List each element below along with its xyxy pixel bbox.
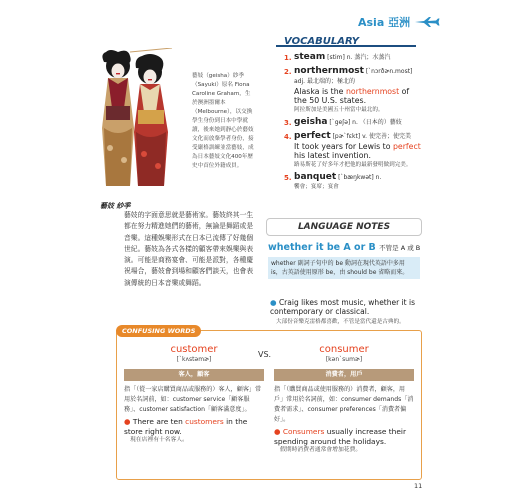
- language-notes-explanation: whether 副詞子句中的 be 動詞在現代英語中多用 is，古英語使用原形 be，由 should be 省略而來。: [268, 257, 420, 279]
- vs-label: VS.: [258, 350, 272, 359]
- vocab-number: 1.: [284, 54, 292, 62]
- vocab-word: perfect: [294, 130, 331, 141]
- confusing-word-left: [124, 344, 264, 444]
- example-translation: 假期時消費者通常會增加花費。: [280, 447, 362, 454]
- confusing-word: customer: [170, 344, 218, 355]
- vocab-entry: [284, 52, 424, 63]
- vocab-number: 5.: [284, 173, 292, 182]
- vocab-list: [284, 52, 424, 194]
- definition: 指「（購買商品或使用服務的）消費者，顧客，用戶」常用於名詞前，如：consumer demands「消費者需求」、consumer preferences「消費者偏好」。: [274, 386, 414, 423]
- vocab-word: banquet: [294, 171, 337, 182]
- language-notes-example: ● Craig likes most music, whether it is contemporary or classical.: [270, 298, 415, 317]
- airplane-icon: [414, 16, 440, 28]
- confusing-word-right: [274, 344, 414, 454]
- language-notes-title: LANGUAGE NOTES: [297, 222, 391, 232]
- bullet-icon: ●: [270, 298, 277, 307]
- pronunciation: [ˋkʌstəmɚ]: [176, 356, 212, 363]
- vocab-word: geisha: [294, 116, 328, 127]
- bullet-icon: ●: [124, 417, 133, 426]
- vocab-definition: 饗會；宴席；宴會: [294, 183, 339, 190]
- page-number: 11: [414, 482, 423, 490]
- vocab-title: VOCABULARY: [284, 36, 360, 47]
- vocab-entry: [284, 66, 424, 114]
- vocab-entry: [284, 172, 424, 191]
- article-paragraph: 藝妓的字面意思就是藝術家。藝妓終其一生都在努力精進她們的藝術，無論是舞蹈或是音樂。這種娛樂形式在日本已流傳了好幾個世紀。藝妓為各式各樣的顧客帶來娛樂與表演。可能是商務宴會、可能是派對，各種慶祝場合，藝妓會到場和顧客們談天，也會表演傳統的日本音樂或舞蹈。: [124, 211, 254, 287]
- vocab-grammar: [ˋgeʃə] n. （日本的）藝妓: [329, 118, 402, 126]
- photo-caption: 藝妓（geisha）紗季（Sayuki）原名 Fiona Caroline Graham，生於澳洲墨爾本（Melbourne），以交換學生身份到日本中學就讀，後來她到靜心於藝妓文化而放棄學者身份，接受嚴格訓練並當藝妓，成為日本藝妓文化400年歷史中首位外籍成員。: [192, 73, 254, 169]
- language-notes-phrase: whether it be A or B: [268, 242, 376, 253]
- vocab-word: northernmost: [294, 66, 364, 76]
- vocab-example-translation: 路易斯花了好多年才把他的最新發明做到完美。: [294, 161, 412, 168]
- confusing-words-tag: CONFUSING WORDS: [116, 325, 201, 337]
- vocab-grammar: [ˋnɔrðɚn.most] adj. 最北端的；極北的: [294, 68, 413, 85]
- vocab-grammar: [ˋbæŋkwət] n.: [338, 173, 382, 181]
- confusing-word: consumer: [319, 344, 369, 355]
- region-tag: [358, 14, 440, 30]
- pronunciation: [kənˋsumɚ]: [325, 356, 363, 363]
- language-notes-header: [266, 218, 422, 236]
- example-translation: 現在店裡有十名客人。: [130, 437, 188, 444]
- language-notes-phrase-translation: 不管是 A 或 B: [379, 244, 421, 252]
- region-label: Asia 亞洲: [358, 16, 411, 29]
- vocab-number: 2.: [284, 68, 292, 76]
- geisha-photo: [94, 48, 176, 190]
- section-heading: 藝妓 紗季: [100, 202, 131, 210]
- bullet-icon: ●: [274, 427, 283, 436]
- vocab-grammar: [pɚˋfɛkt] v. 使完善；使完美: [332, 132, 411, 140]
- language-notes-example-translation: 大部份音樂克雷格都喜歡，不管是當代還是古典的。: [276, 319, 405, 325]
- vocab-example-translation: 阿拉斯加是美國五十州當中最北的。: [294, 106, 384, 113]
- vocab-word: steam: [294, 52, 326, 62]
- example-sentence: ● There are ten customers in the store right now.: [124, 417, 248, 436]
- vocab-entry: [284, 117, 424, 128]
- vocab-number: 3.: [284, 118, 292, 127]
- example-sentence: ● Consumers usually increase their spending around the holidays.: [274, 427, 407, 446]
- vocab-example: It took years for Lewis to perfect his latest invention.: [294, 141, 421, 161]
- meaning-bar: 消費者，用戶: [274, 369, 414, 381]
- vocab-example: Alaska is the northernmost of the 50 U.S. states.: [294, 87, 410, 106]
- vocab-number: 4.: [284, 132, 292, 141]
- definition: 指「（從一家店購買商品或服務的）客人，顧客」常用於名詞前，如：customer service「顧客服務」、customer satisfaction「顧客滿意度」。: [124, 386, 262, 413]
- language-notes-heading: [268, 242, 420, 253]
- vocab-grammar: [stim] n. 蒸汽；水蒸汽: [327, 54, 391, 61]
- meaning-bar: 客人，顧客: [124, 369, 264, 381]
- vocab-entry: [284, 131, 424, 169]
